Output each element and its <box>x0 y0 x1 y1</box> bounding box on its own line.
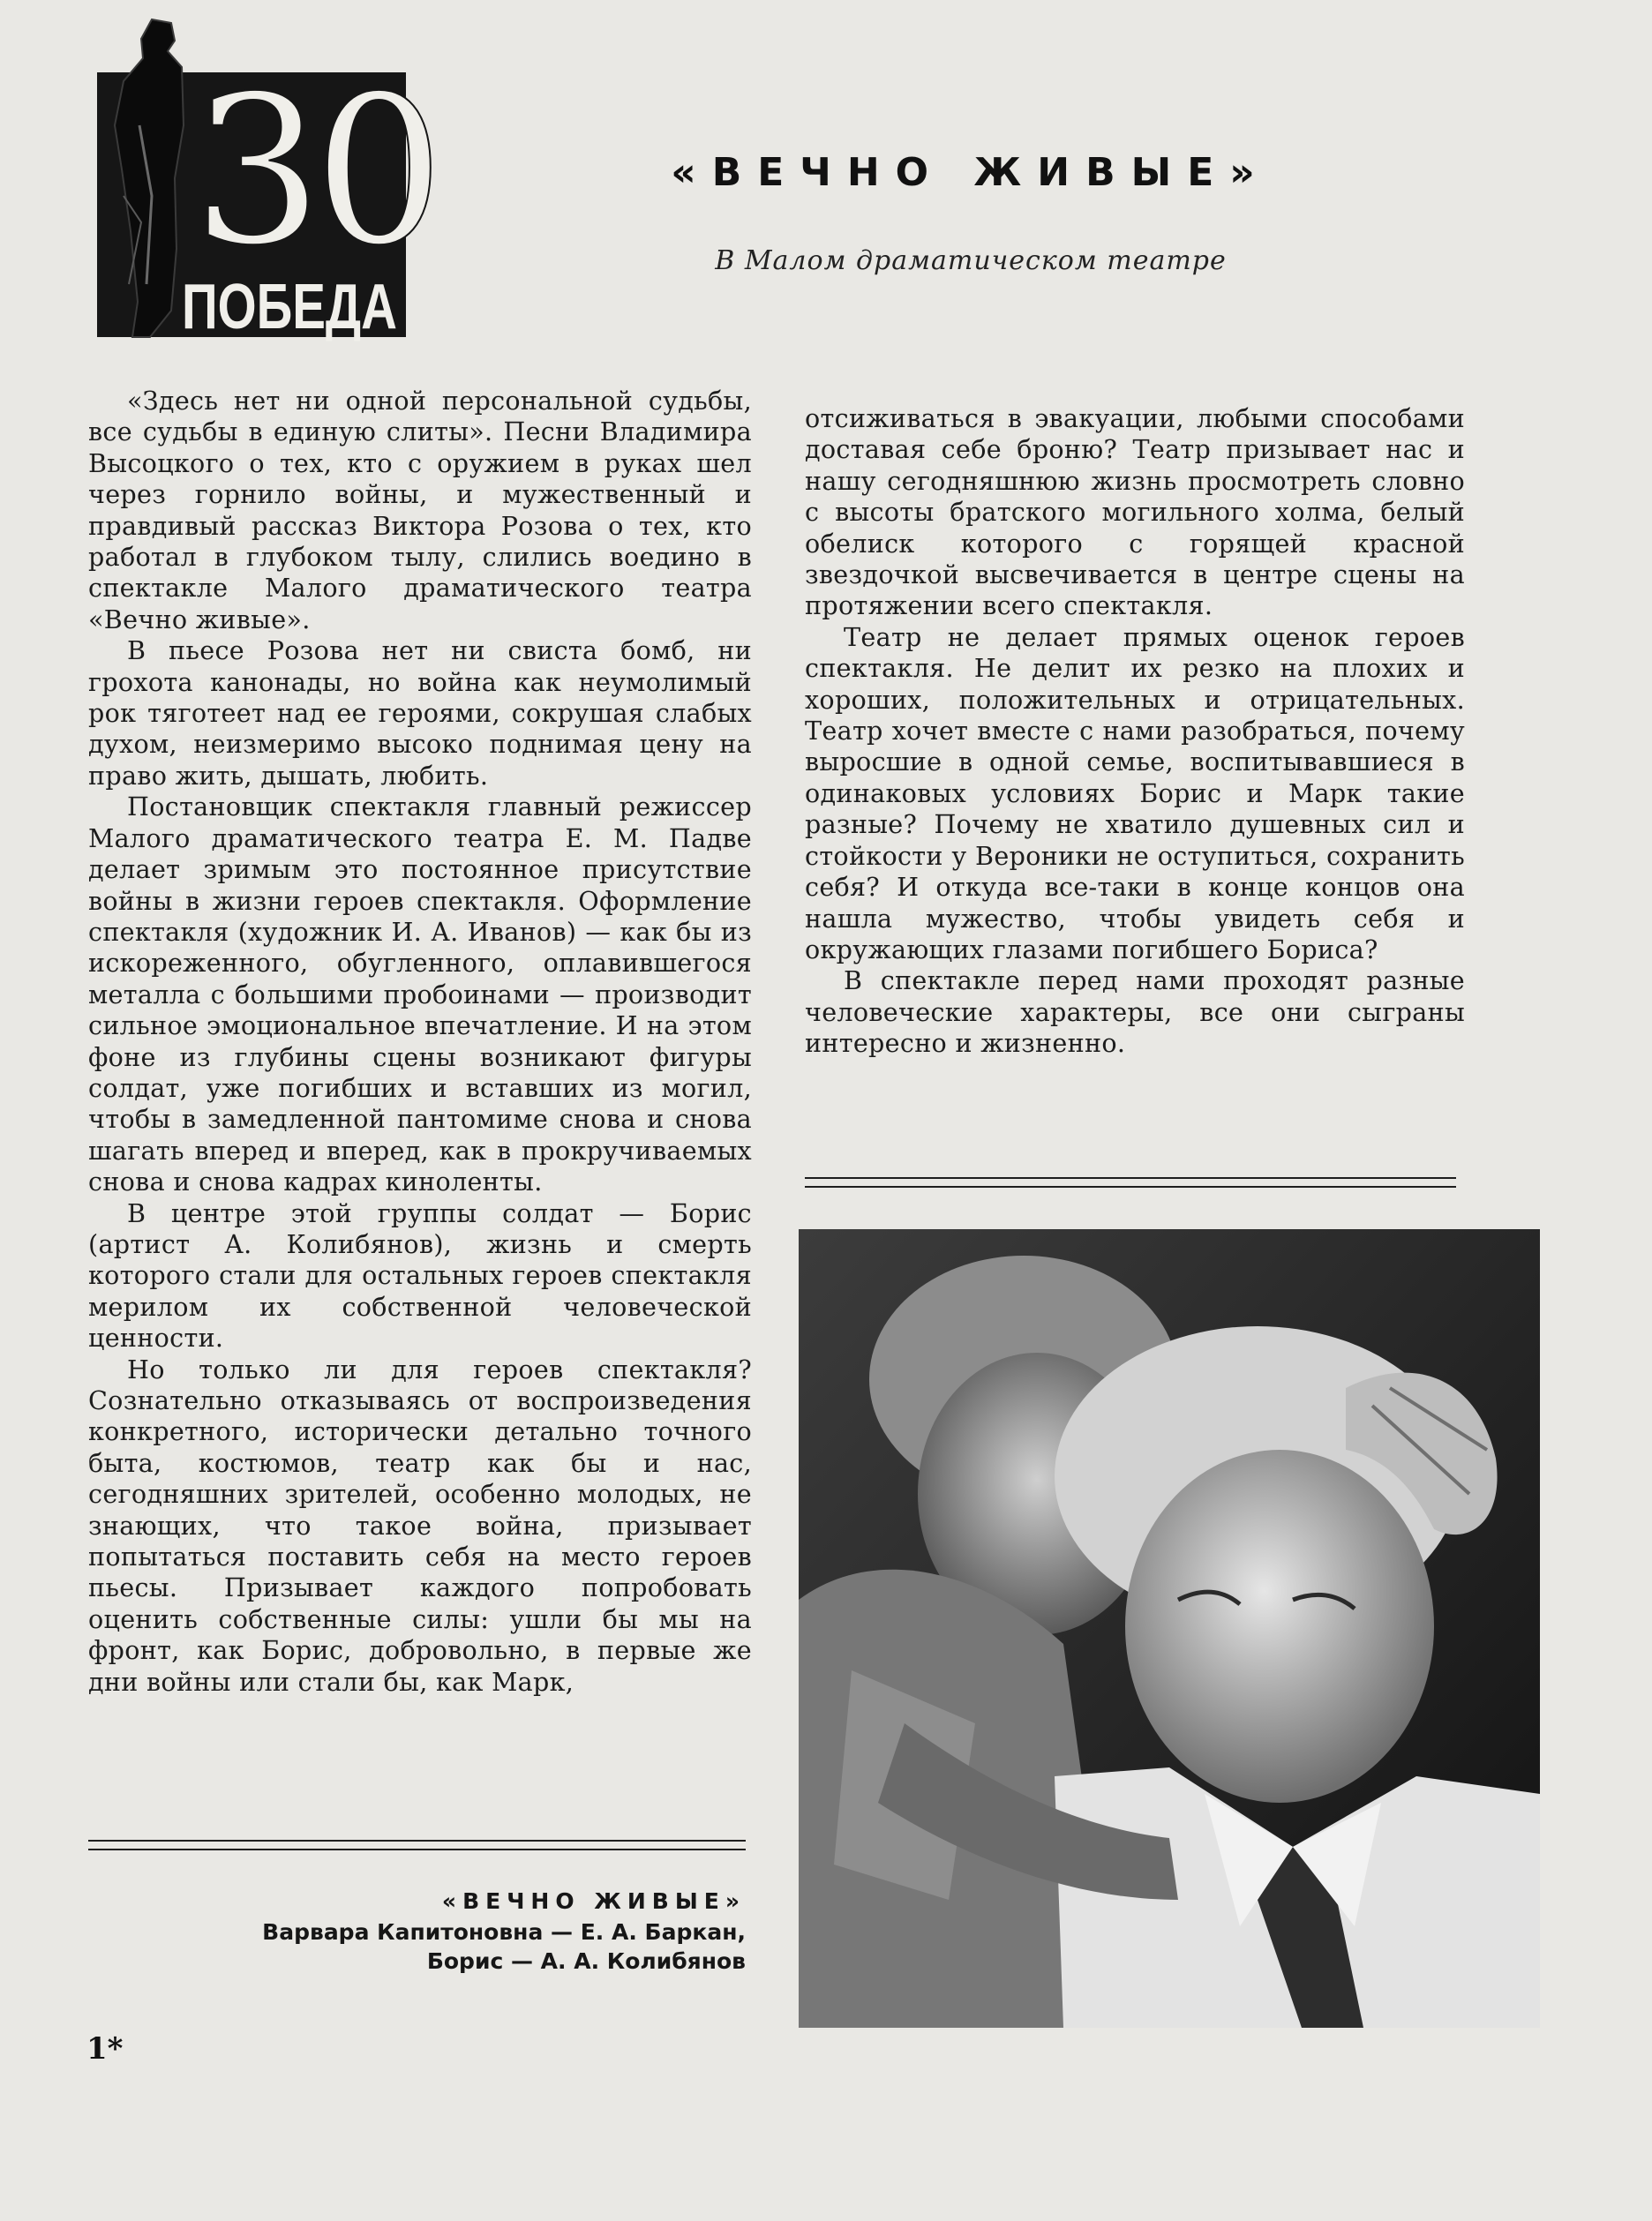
paragraph: Постановщик спектакля главный режиссер Малого драматического театра Е. М. Падве делает зримым это постоянное присутствие войны в жизни героев спектакля. Оформление спектакля (художник И. А. Иванов) — как бы из искореженного, обугленного, оплавившегося металла с большими пробоинами — производит сильное эмоциональное впечатление. И на этом фоне из глубины сцены возникают фигуры солдат, уже погибших и вставших из могил, чтобы в замедленной пантомиме снова и снова шагать вперед и вперед, как в прокручиваемых снова и снова кадрах киноленты. <box>88 792 752 1197</box>
page-number: 1* <box>86 2031 124 2067</box>
caption-line: Варвара Капитоновна — Е. А. Баркан, <box>262 1919 746 1945</box>
article-subtitle: В Малом драматическом театре <box>715 245 1227 276</box>
victory-30-emblem <box>97 19 436 342</box>
paragraph: Но только ли для героев спектакля? Сознательно отказываясь от воспроизведения конкретного, исторически детально точного быта, костюмов, театр как бы и нас, сегодняшних зрителей, особенно молодых, не знающих, что такое война, призывает попытаться поставить себя на место героев пьесы. Призывает каждого попробовать оценить собственные силы: ушли бы мы на фронт, как Борис, добровольно, в первые же дни войны или стали бы, как Марк, <box>88 1354 752 1697</box>
divider-rule <box>88 1840 746 1850</box>
paragraph: «Здесь нет ни одной персональной судьбы, все судьбы в единую слиты». Песни Владимира Высоцкого о тех, кто с оружием в руках шел через горнило войны, и мужественный и правдивый рассказ Виктора Розова о тех, кто работал в глубоком тылу, слились воедино в спектакле Малого драматического театра «Вечно живые». <box>88 386 752 634</box>
photo-caption <box>88 1887 746 1976</box>
stage-photo <box>799 1229 1540 2028</box>
paragraph: В центре этой группы солдат — Борис (артист А. Колибянов), жизнь и смерть которого стали для остальных героев спектакля мерилом их собственной человеческой ценности. <box>88 1197 752 1354</box>
svg-text:ПОБЕДА: ПОБЕДА <box>182 272 397 342</box>
article-title: «ВЕЧНО ЖИВЫЕ» <box>671 150 1271 195</box>
article-right-column <box>805 403 1465 1060</box>
caption-line: Борис — А. А. Колибянов <box>426 1948 746 1974</box>
caption-title: «ВЕЧНО ЖИВЫЕ» <box>441 1888 746 1914</box>
article-left-column <box>88 386 752 1698</box>
paragraph: В пьесе Розова нет ни свиста бомб, ни грохота канонады, но война как неумолимый рок тяготеет над ее героями, сокрушая слабых духом, неизмеримо высоко поднимая цену на право жить, дышать, любить. <box>88 635 752 791</box>
paragraph: отсиживаться в эвакуации, любыми способами доставая себе броню? Театр призывает нас и нашу сегодняшнюю жизнь просмотреть словно с высоты братского могильного холма, белый обелиск которого с горящей красной звездочкой высвечивается в центре сцены на протяжении всего спектакля. <box>805 403 1465 621</box>
svg-text:30: 30 <box>192 52 436 290</box>
divider-rule <box>805 1177 1456 1188</box>
paragraph: В спектакле перед нами проходят разные человеческие характеры, все они сыграны интересно и жизненно. <box>805 965 1465 1059</box>
paragraph: Театр не делает прямых оценок героев спектакля. Не делит их резко на плохих и хороших, положительных и отрицательных. Театр хочет вместе с нами разобраться, почему выросшие в одной семье, воспитывавшиеся в одинаковых условиях Борис и Марк такие разные? Почему не хватило душевных сил и стойкости у Вероники не оступиться, сохранить себя? И откуда все-таки в конце концов она нашла мужество, чтобы увидеть себя и окружающих глазами погибшего Бориса? <box>805 621 1465 964</box>
